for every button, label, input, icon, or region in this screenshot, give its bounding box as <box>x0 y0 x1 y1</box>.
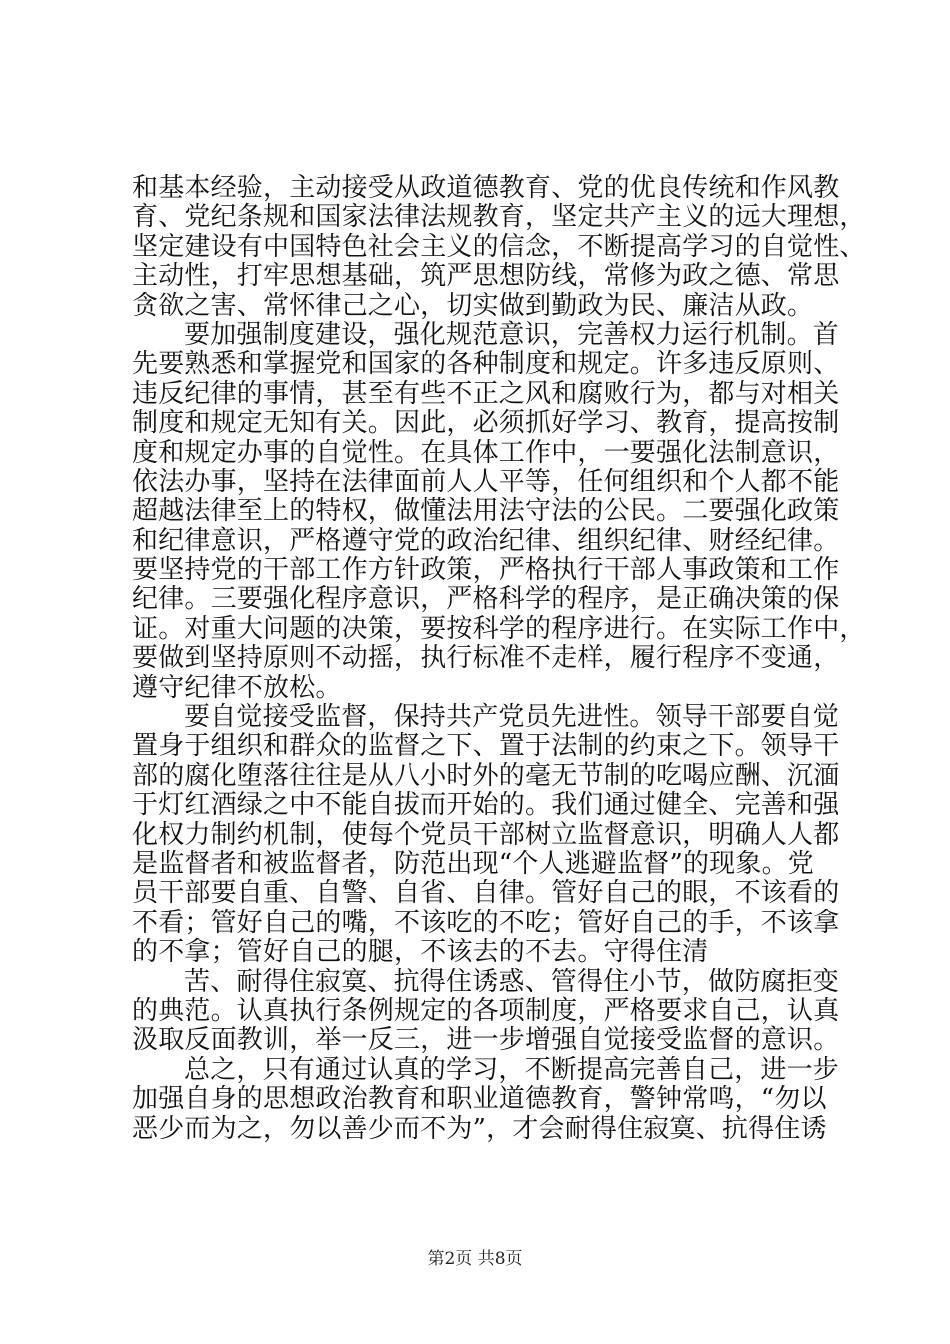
paragraph-start-line: 要自觉接受监督，保持共产党员先进性。领导干部要自觉 <box>184 702 840 733</box>
text-line: 纪律。三要强化程序意识，严格科学的程序，是正确决策的保 <box>132 584 840 615</box>
text-line: 的不拿；管好自己的腿，不该去的不去。守得住清 <box>132 937 709 968</box>
paragraph-start-line: 苦、耐得住寂寞、抗得住诱惑、管得住小节，做防腐拒变 <box>184 966 840 997</box>
text-line: 超越法律至上的特权，做懂法用法守法的公民。二要强化政策 <box>132 496 840 527</box>
text-line: 要做到坚持原则不动摇，执行标准不走样，履行程序不变通， <box>132 643 840 674</box>
text-line: 和纪律意识，严格遵守党的政治纪律、组织纪律、财经纪律。 <box>132 525 840 556</box>
text-line: 和基本经验，主动接受从政道德教育、党的优良传统和作风教 <box>132 173 840 203</box>
text-line: 依法办事，坚持在法律面前人人平等，任何组织和个人都不能 <box>132 466 840 497</box>
paragraph-start-line: 总之，只有通过认真的学习，不断提高完善自己，进一步 <box>184 1054 840 1085</box>
text-line: 先要熟悉和掌握党和国家的各种制度和规定。许多违反原则、 <box>132 349 840 380</box>
text-line: 置身于组织和群众的监督之下、置于法制的约束之下。领导干 <box>132 731 840 762</box>
text-line: 育、党纪条规和国家法律法规教育，坚定共产主义的远大理想， <box>132 202 866 233</box>
text-line: 度和规定办事的自觉性。在具体工作中，一要强化法制意识， <box>132 437 840 468</box>
text-line: 化权力制约机制，使每个党员干部树立监督意识，明确人人都 <box>132 819 840 850</box>
text-line: 员干部要自重、自警、自省、自律。管好自己的眼，不该看的 <box>132 878 840 909</box>
text-line: 贪欲之害、常怀律己之心，切实做到勤政为民、廉洁从政。 <box>132 290 814 321</box>
text-line: 是监督者和被监督者，防范出现“个人逃避监督”的现象。党 <box>132 848 814 879</box>
text-line: 的典范。认真执行条例规定的各项制度，严格要求自己，认真 <box>132 995 840 1026</box>
text-line: 于灯红酒绿之中不能自拔而开始的。我们通过健全、完善和强 <box>132 790 840 821</box>
text-line: 不看；管好自己的嘴，不该吃的不吃；管好自己的手，不该拿 <box>132 907 840 938</box>
text-line: 主动性，打牢思想基础，筑严思想防线，常修为政之德、常思 <box>132 261 840 292</box>
text-line: 要坚持党的干部工作方针政策，严格执行干部人事政策和工作 <box>132 555 840 586</box>
body-text <box>132 173 866 1144</box>
text-line: 制度和规定无知有关。因此，必须抓好学习、教育，提高按制 <box>132 408 840 439</box>
text-line: 坚定建设有中国特色社会主义的信念，不断提高学习的自觉性、 <box>132 231 866 262</box>
text-line: 证。对重大问题的决策，要按科学的程序进行。在实际工作中， <box>132 613 866 644</box>
page-number-footer: 第2页 共8页 <box>427 1249 523 1269</box>
text-line: 汲取反面教训，举一反三，进一步增强自觉接受监督的意识。 <box>132 1025 840 1056</box>
text-line: 违反纪律的事情，甚至有些不正之风和腐败行为，都与对相关 <box>132 378 840 409</box>
text-line: 恶少而为之，勿以善少而不为”，才会耐得住寂寞、抗得住诱 <box>132 1113 827 1144</box>
text-line: 部的腐化堕落往往是从八小时外的毫无节制的吃喝应酬、沉湎 <box>132 760 840 791</box>
text-line: 加强自身的思想政治教育和职业道德教育，警钟常鸣，“勿以 <box>132 1084 827 1115</box>
paragraph-start-line: 要加强制度建设，强化规范意识，完善权力运行机制。首 <box>184 319 840 350</box>
text-line: 遵守纪律不放松。 <box>132 672 342 703</box>
